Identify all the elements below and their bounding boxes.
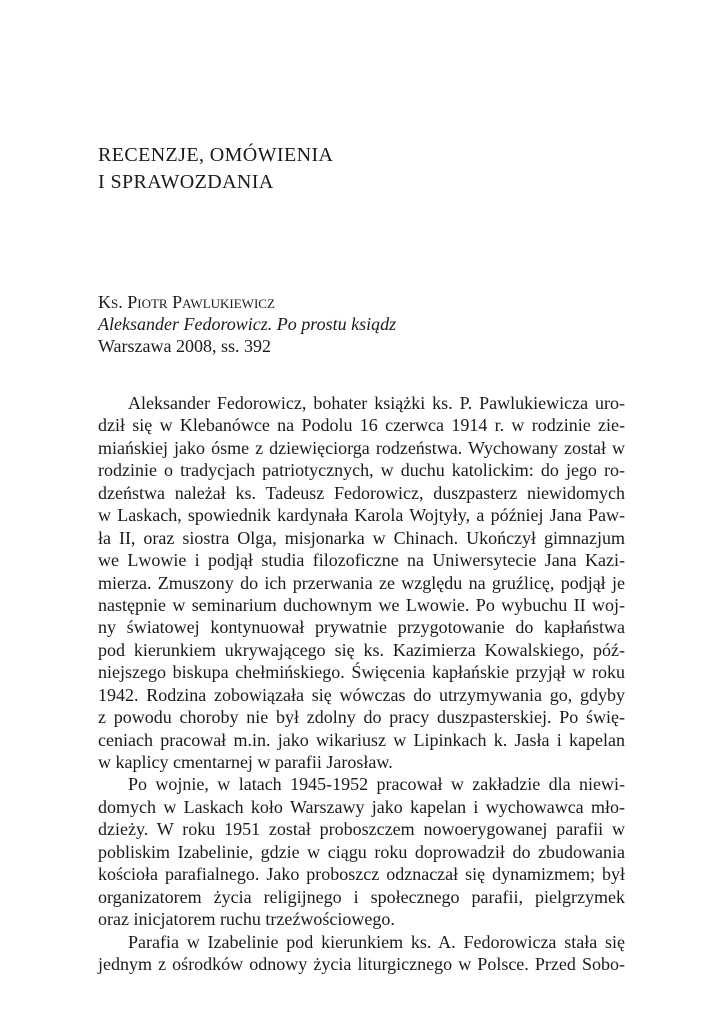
book-reference	[98, 291, 396, 357]
body-line: w kaplicy cmentarnej w parafii Jarosław.	[98, 752, 393, 772]
body-line: organizatorem życia religijnego i społecznego parafii, pielgrzymek	[98, 886, 625, 907]
body-line: niejszego biskupa chełmińskiego. Święcenia kapłańskie przyjął w roku	[98, 662, 625, 683]
body-line: pod kierunkiem ukrywającego się ks. Kazimierza Kowalskiego, póź-	[98, 639, 625, 660]
body-line: dzieży. W roku 1951 został proboszczem nowoerygowanej parafii w	[98, 819, 625, 840]
body-line: 1942. Rodzina zobowiązała się wówczas do utrzymywania go, gdyby	[98, 684, 625, 705]
section-heading-line-1: RECENZJE, OMÓWIENIA	[98, 144, 334, 166]
body-line: jednym z ośrodków odnowy życia liturgicznego w Polsce. Przed Sobo-	[98, 953, 625, 974]
body-line: dzeństwa należał ks. Tadeusz Fedorowicz, duszpasterz niewidomych	[98, 482, 625, 503]
body-line: rodzinie o tradycjach patriotycznych, w duchu katolickim: do jego ro-	[98, 460, 625, 481]
body-line: kościoła parafialnego. Jako proboszcz odznaczał się dynamizmem; był	[98, 864, 625, 885]
body-line: Aleksander Fedorowicz, bohater książki ks. P. Pawlukiewicza uro-	[128, 393, 625, 413]
review-body	[98, 392, 625, 975]
body-line: ła II, oraz siostra Olga, misjonarka w Chinach. Ukończył gimnazjum	[98, 527, 625, 548]
body-line: ny światowej kontynuował prywatnie przygotowanie do kapłaństwa	[98, 617, 625, 638]
body-line: pobliskim Izabelinie, gdzie w ciągu roku doprowadził do zbudowania	[98, 841, 625, 862]
body-line: Parafia w Izabelinie pod kierunkiem ks. A. Fedorowicza stała się	[128, 931, 625, 952]
section-heading	[98, 142, 333, 196]
body-line: oraz inicjatorem ruchu trzeźwościowego.	[98, 909, 395, 930]
book-publication-info: Warszawa 2008, ss. 392	[98, 336, 272, 356]
book-author: Ks. Piotr Pawlukiewicz	[98, 292, 275, 312]
body-line: z powodu choroby nie był zdolny do pracy duszpasterskiej. Po świę-	[98, 707, 625, 728]
body-line: ceniach pracował m.in. jako wikariusz w Lipinkach k. Jasła i kapelan	[98, 729, 625, 750]
body-line: mierza. Zmuszony do ich przerwania ze względu na gruźlicę, podjął je	[98, 572, 625, 593]
body-line: następnie w seminarium duchownym we Lwowie. Po wybuchu II woj-	[98, 594, 625, 615]
body-line: domych w Laskach koło Warszawy jako kapelan i wychowawca mło-	[98, 796, 625, 817]
section-heading-line-2: I SPRAWOZDANIA	[98, 171, 274, 193]
body-line: w Laskach, spowiednik kardynała Karola Wojtyły, a później Jana Paw-	[98, 505, 625, 526]
book-title: Aleksander Fedorowicz. Po prostu ksiądz	[98, 314, 397, 334]
body-line: Po wojnie, w latach 1945-1952 pracował w zakładzie dla niewi-	[128, 774, 625, 795]
body-line: we Lwowie i podjął studia filozoficzne na Uniwersytecie Jana Kazi-	[98, 550, 625, 571]
body-line: miańskiej jako ósme z dziewięciorga rodzeństwa. Wychowany został w	[98, 437, 625, 458]
body-line: dził się w Klebanówce na Podolu 16 czerwca 1914 r. w rodzinie zie-	[98, 415, 625, 436]
